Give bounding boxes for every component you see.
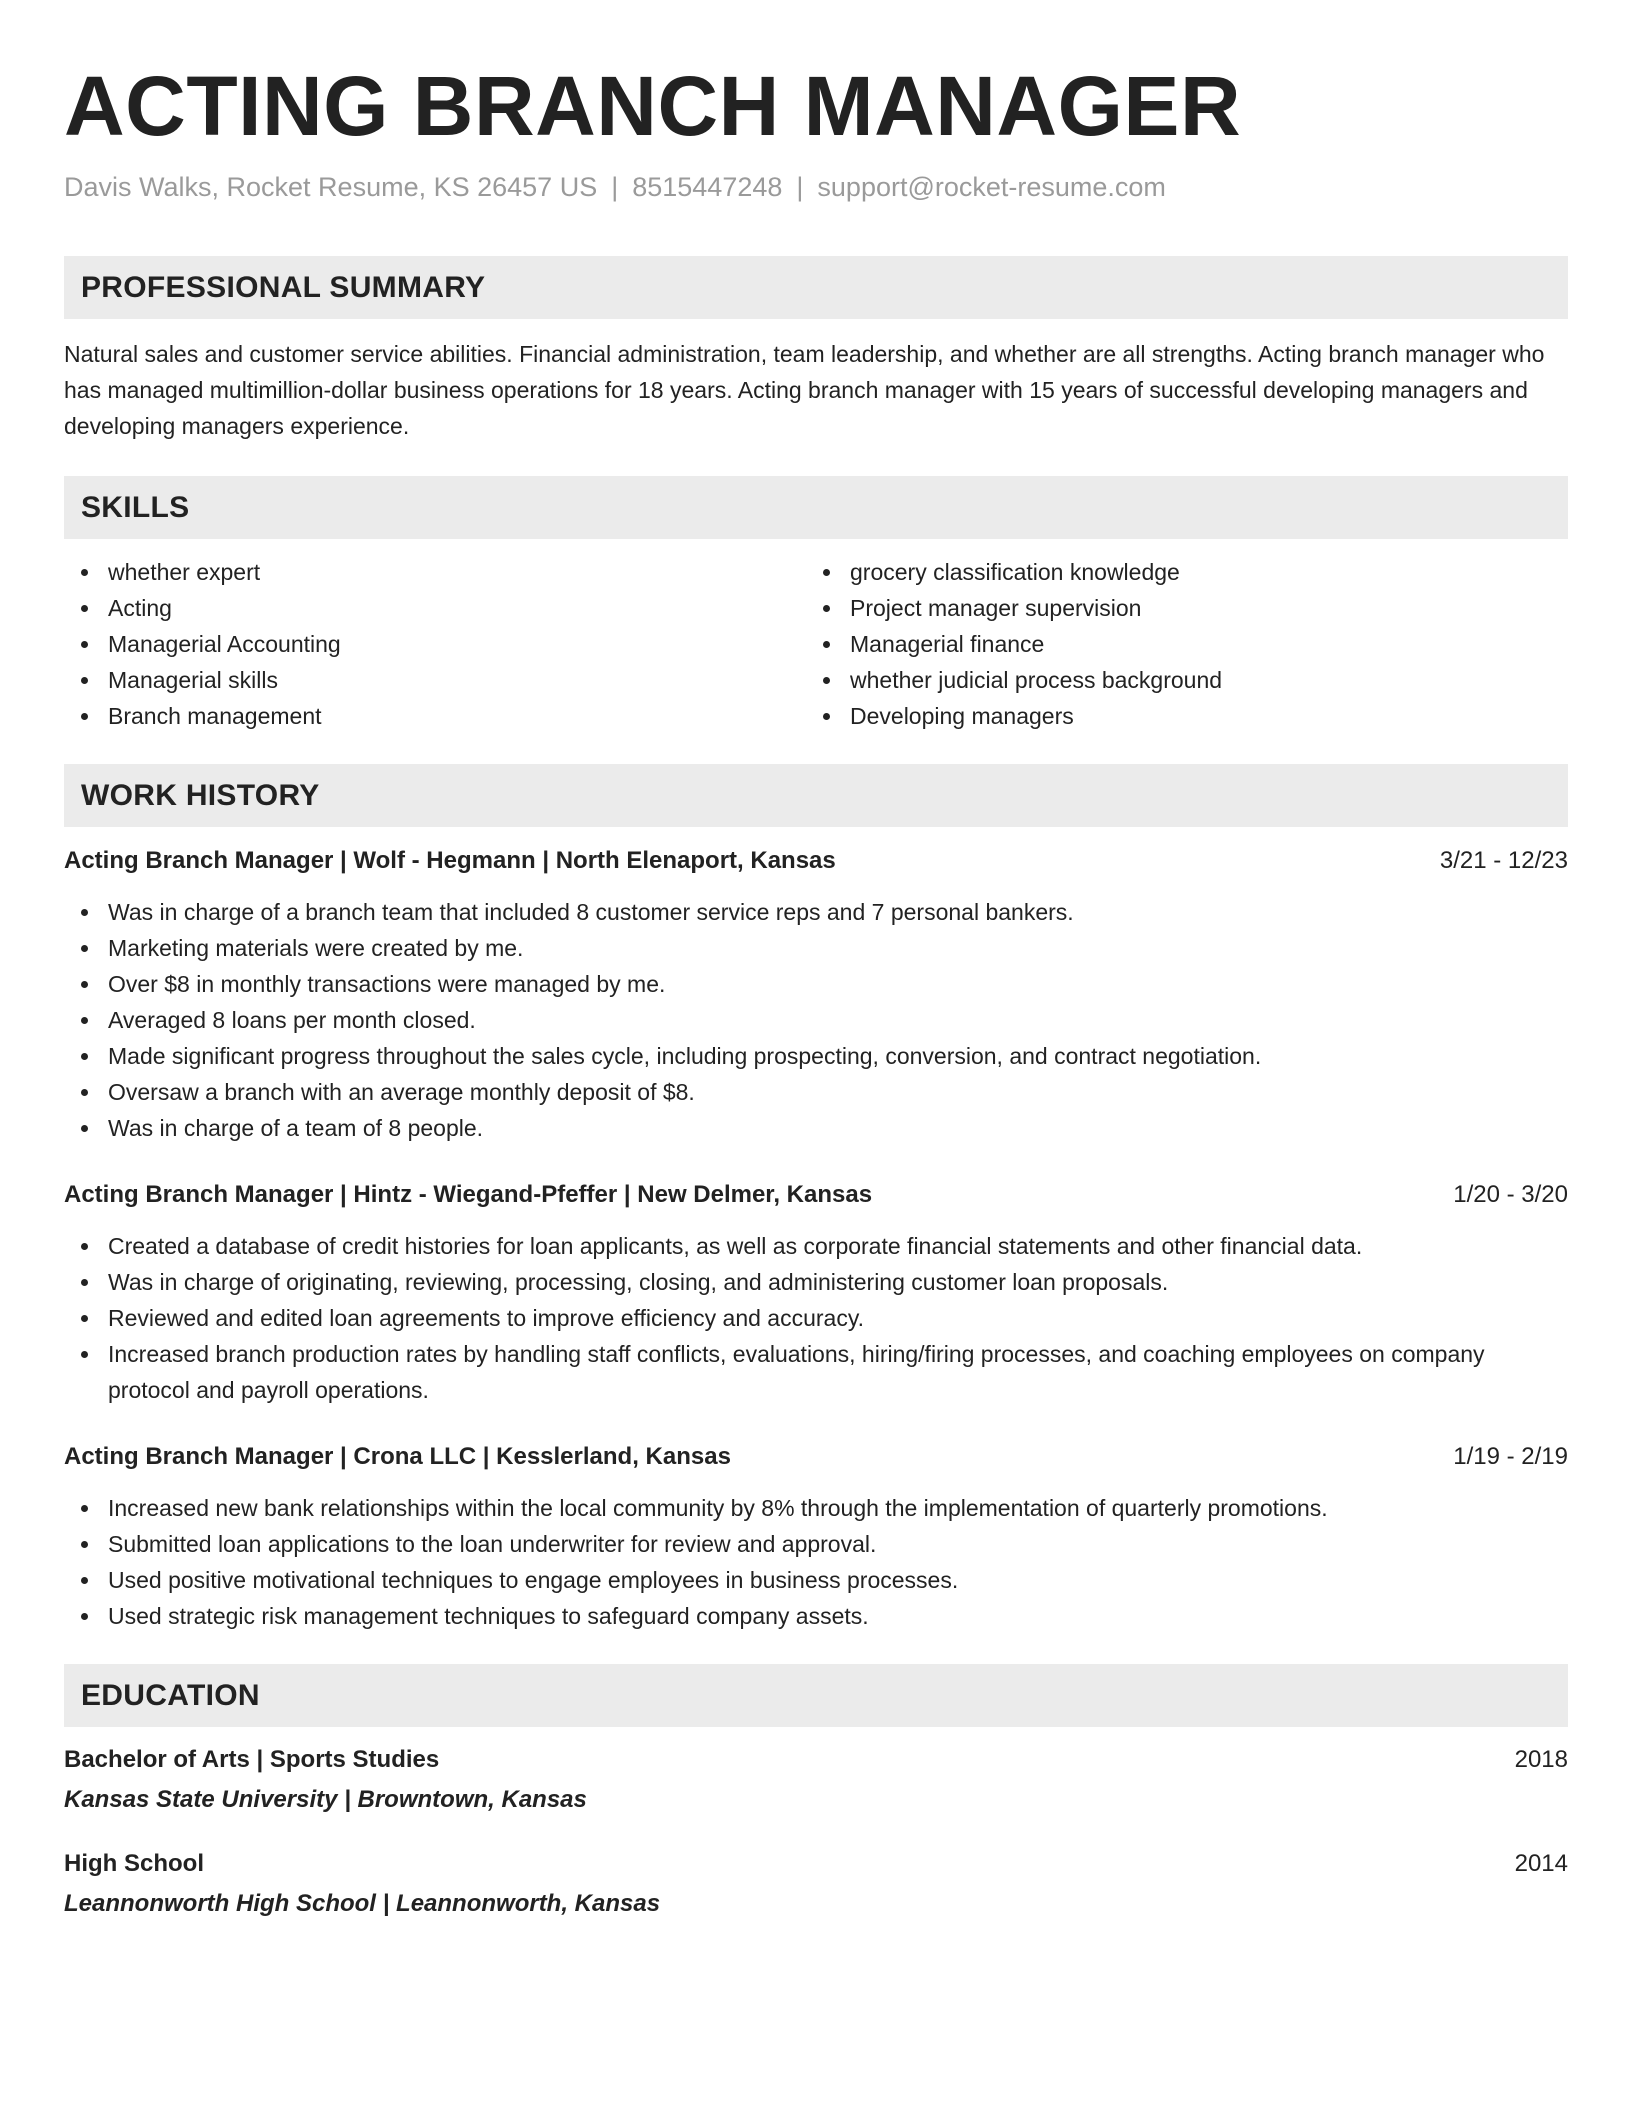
education-heading: EDUCATION: [64, 1664, 1568, 1727]
job-entry: [64, 844, 1568, 1146]
skill-item: Acting: [64, 590, 806, 626]
job-date: 3/21 - 12/23: [1439, 847, 1568, 874]
contact-separator: |: [796, 172, 804, 202]
skills-list: [64, 554, 1568, 734]
job-bullet: Was in charge of originating, reviewing, processing, closing, and administering customer loan proposals.: [64, 1264, 1568, 1300]
education-school: Kansas State University | Browntown, Kansas: [64, 1786, 587, 1813]
job-date: 1/20 - 3/20: [1453, 1181, 1568, 1208]
job-bullet: Used positive motivational techniques to engage employees in business processes.: [64, 1562, 1568, 1598]
contact-address: Davis Walks, Rocket Resume, KS 26457 US: [64, 172, 598, 202]
job-bullets: [64, 1490, 1568, 1634]
work-history-heading: WORK HISTORY: [64, 764, 1568, 827]
education-entry: [64, 1847, 1568, 1921]
education-header: [64, 1847, 1568, 1881]
job-bullet: Created a database of credit histories for loan applicants, as well as corporate financial statements and other financial data.: [64, 1228, 1568, 1264]
job-header: [64, 1178, 1568, 1212]
education-year: 2014: [1514, 1850, 1568, 1877]
job-header: [64, 1440, 1568, 1474]
job-bullet: Increased new bank relationships within the local community by 8% through the implementation of quarterly promotions.: [64, 1490, 1568, 1526]
contact-phone: 8515447248: [632, 172, 783, 202]
job-entry: [64, 1440, 1568, 1634]
skill-item: Project manager supervision: [806, 590, 1548, 626]
job-bullet: Over $8 in monthly transactions were managed by me.: [64, 966, 1568, 1002]
job-bullet: Made significant progress throughout the sales cycle, including prospecting, conversion, and contract negotiation.: [64, 1038, 1568, 1074]
job-title: Acting Branch Manager | Wolf - Hegmann | North Elenaport, Kansas: [64, 847, 836, 874]
skills-heading: SKILLS: [64, 476, 1568, 539]
skills-column-left: [64, 554, 806, 734]
job-bullet: Reviewed and edited loan agreements to improve efficiency and accuracy.: [64, 1300, 1568, 1336]
job-header: [64, 844, 1568, 878]
job-bullet: Was in charge of a team of 8 people.: [64, 1110, 1568, 1146]
skill-item: Managerial Accounting: [64, 626, 806, 662]
job-bullets: [64, 894, 1568, 1146]
job-bullets: [64, 1228, 1568, 1408]
job-bullet: Oversaw a branch with an average monthly deposit of $8.: [64, 1074, 1568, 1110]
skill-item: whether judicial process background: [806, 662, 1548, 698]
education-school: Leannonworth High School | Leannonworth, Kansas: [64, 1890, 661, 1917]
job-entry: [64, 1178, 1568, 1408]
education-year: 2018: [1514, 1746, 1568, 1773]
resume-page: [64, 58, 1568, 1921]
education-entry: [64, 1743, 1568, 1817]
contact-email: support@rocket-resume.com: [817, 172, 1166, 202]
skill-item: Developing managers: [806, 698, 1548, 734]
summary-heading: PROFESSIONAL SUMMARY: [64, 256, 1568, 319]
education-degree: High School: [64, 1850, 204, 1877]
job-bullet: Submitted loan applications to the loan underwriter for review and approval.: [64, 1526, 1568, 1562]
skills-column-right: [806, 554, 1548, 734]
job-bullet: Averaged 8 loans per month closed.: [64, 1002, 1568, 1038]
job-title: Acting Branch Manager | Crona LLC | Kesslerland, Kansas: [64, 1443, 731, 1470]
summary-text: Natural sales and customer service abilities. Financial administration, team leadership, and whether are all strengths. Acting branch manager who has managed multimillion-dollar business operations for 18 years. Acting branch manager with 15 years of successful developing managers and developing managers experience.: [64, 341, 1545, 439]
skill-item: Branch management: [64, 698, 806, 734]
job-bullet: Increased branch production rates by handling staff conflicts, evaluations, hiring/firing processes, and coaching employees on company protocol and payroll operations.: [64, 1336, 1568, 1408]
skill-item: Managerial skills: [64, 662, 806, 698]
skill-item: whether expert: [64, 554, 806, 590]
skill-item: grocery classification knowledge: [806, 554, 1548, 590]
resume-title: ACTING BRANCH MANAGER: [64, 59, 1242, 153]
job-bullet: Was in charge of a branch team that included 8 customer service reps and 7 personal bankers.: [64, 894, 1568, 930]
job-bullet: Marketing materials were created by me.: [64, 930, 1568, 966]
education-header: [64, 1743, 1568, 1777]
job-title: Acting Branch Manager | Hintz - Wiegand-Pfeffer | New Delmer, Kansas: [64, 1181, 873, 1208]
contact-separator: |: [611, 172, 619, 202]
contact-line: [64, 170, 1568, 204]
job-bullet: Used strategic risk management techniques to safeguard company assets.: [64, 1598, 1568, 1634]
education-degree: Bachelor of Arts | Sports Studies: [64, 1746, 440, 1773]
skill-item: Managerial finance: [806, 626, 1548, 662]
job-date: 1/19 - 2/19: [1453, 1443, 1568, 1470]
